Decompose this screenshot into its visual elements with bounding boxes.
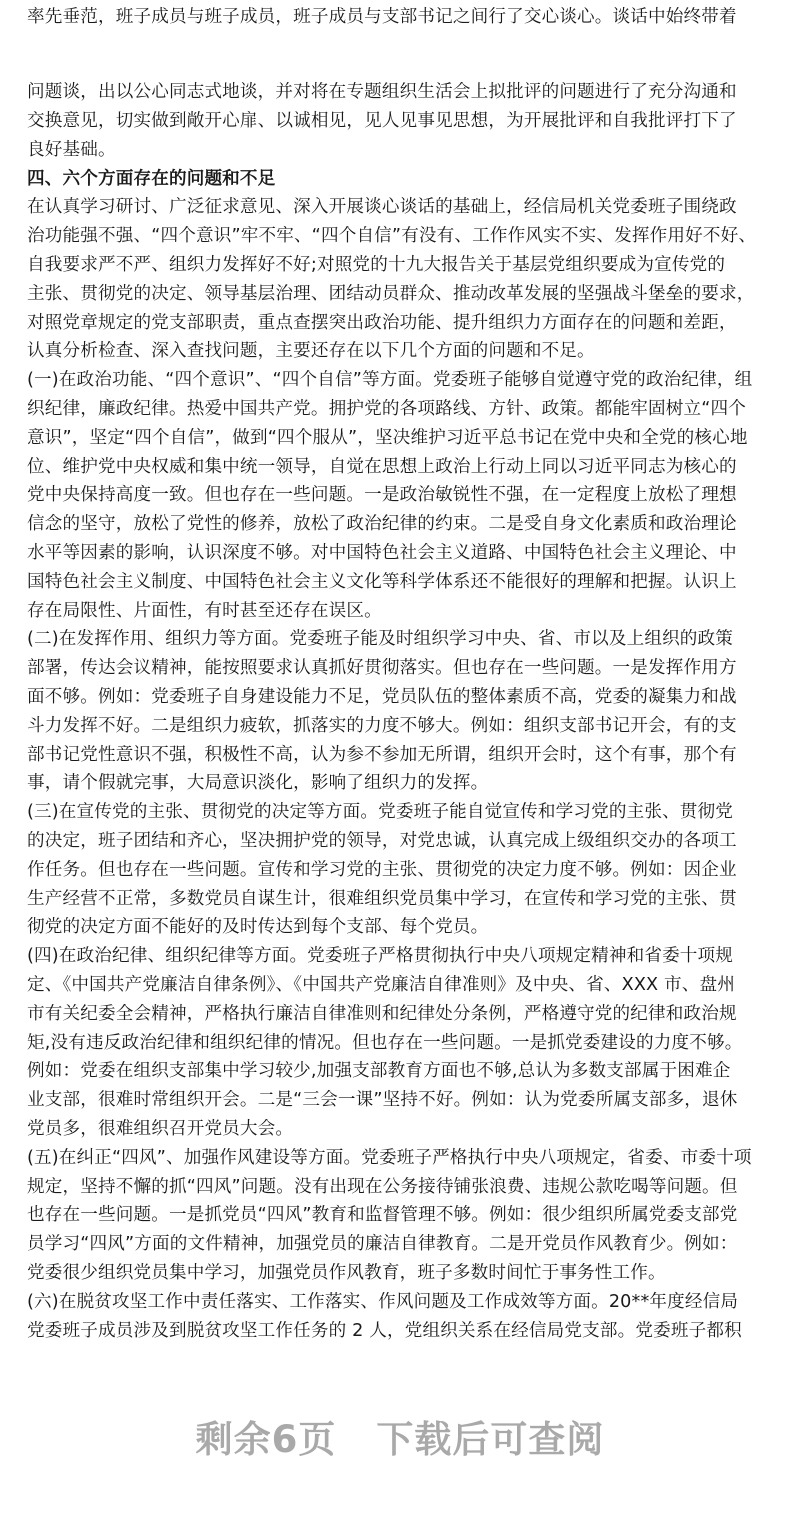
paragraph-line: 彻党的决定方面不能好的及时传达到每个支部、每个党员。 (27, 917, 489, 937)
paragraph-line: 治功能强不强、“四个意识”牢不牢、“四个自信”有没有、工作作风实不实、发挥作用好不好、 (27, 226, 757, 246)
remaining-pages-banner[interactable] (0, 1415, 800, 1465)
paragraph-line: 率先垂范，班子成员与班子成员，班子成员与支部书记之间行了交心谈心。谈话中始终带着 (27, 7, 737, 27)
paragraph-line: 织纪律，廉政纪律。热爱中国共产党。拥护党的各项路线、方针、政策。都能牢固树立“四个 (27, 399, 747, 419)
paragraph-line: 党委很少组织党员集中学习，加强党员作风教育，班子多数时间忙于事务性工作。 (27, 1263, 666, 1283)
paragraph-line: 作任务。但也存在一些问题。宣传和学习党的主张、贯彻党的决定力度不够。例如：因企业 (27, 860, 737, 880)
paragraph-line: 意识”，坚定“四个自信”，做到“四个服从”，坚决维护习近平总书记在党中央和全党的核心地 (27, 428, 748, 448)
paragraph-line: 水平等因素的影响，认识深度不够。对中国特色社会主义道路、中国特色社会主义理论、中 (27, 543, 737, 563)
paragraph-line: 交换意见，切实做到敞开心扉、以诚相见，见人见事见思想，为开展批评和自我批评打下了 (27, 111, 737, 131)
paragraph-line: 定、《中国共产党廉洁自律条例》、《中国共产党廉洁自律准则》及中央、省、XXX 市、盘州 (27, 975, 735, 995)
paragraph-line: (五)在纠正“四风”、加强作风建设等方面。党委班子严格执行中央八项规定，省委、市委十项 (27, 1148, 752, 1168)
paragraph-line: (三)在宣传党的主张、贯彻党的决定等方面。党委班子能自觉宣传和学习党的主张、贯彻党 (27, 802, 734, 822)
paragraph-line: 也存在一些问题。一是抓党员“四风”教育和监督管理不够。例如：很少组织所属党委支部党 (27, 1205, 738, 1225)
paragraph-line: 的决定，班子团结和齐心，坚决拥护党的领导，对党忠诚，认真完成上级组织交办的各项工 (27, 831, 737, 851)
paragraph-line: 业支部，很难时常组织开会。二是“三会一课”坚持不好。例如：认为党委所属支部多，退休 (27, 1090, 738, 1110)
paragraph-line: 部书记党性意识不强，积极性不高，认为参不参加无所谓，组织开会时，这个有事，那个有 (27, 745, 737, 765)
paragraph-line: 认真分析检查、深入查找问题，主要还存在以下几个方面的问题和不足。 (27, 341, 595, 361)
paragraph-line: 自我要求严不严、组织力发挥好不好;对照党的十九大报告关于基层党组织要成为宣传党的 (27, 255, 726, 275)
paragraph-line: (六)在脱贫攻坚工作中责任落实、工作落实、作风问题及工作成效等方面。20**年度经信局 (27, 1292, 739, 1312)
paragraph-line: (二)在发挥作用、组织力等方面。党委班子能及时组织学习中央、省、市以及上组织的政策 (27, 629, 734, 649)
paragraph-line: 生产经营不正常，多数党员自谋生计，很难组织党员集中学习，在宣传和学习党的主张、贯 (27, 889, 737, 909)
paragraph-line: 例如：党委在组织支部集中学习较少,加强支部教育方面也不够,总认为多数支部属于困难企 (27, 1061, 731, 1081)
paragraph-line: 对照党章规定的党支部职责，重点查摆突出政治功能、提升组织力方面存在的问题和差距， (27, 313, 737, 333)
section-heading: 四、六个方面存在的问题和不足 (27, 169, 276, 189)
paragraph-line: 国特色社会主义制度、中国特色社会主义文化等科学体系还不能很好的理解和把握。认识上 (27, 572, 737, 592)
paragraph-line: 良好基础。 (27, 140, 116, 160)
paragraph-line: 矩,没有违反政治纪律和组织纪律的情况。但也存在一些问题。一是抓党委建设的力度不够。 (27, 1033, 743, 1053)
paragraph-line: 主张、贯彻党的决定、领导基层治理、团结动员群众、推动改革发展的坚强战斗堡垒的要求， (27, 284, 755, 304)
paragraph-line: 党中央保持高度一致。但也存在一些问题。一是政治敏锐性不强，在一定程度上放松了理想 (27, 485, 737, 505)
paragraph-line: 面不够。例如：党委班子自身建设能力不足，党员队伍的整体素质不高，党委的凝集力和战 (27, 687, 737, 707)
paragraph-line: (四)在政治纪律、组织纪律等方面。党委班子严格贯彻执行中央八项规定精神和省委十项规 (27, 946, 734, 966)
download-to-view-text: 下载后可查阅 (376, 1418, 605, 1461)
paragraph-line: 事，请个假就完事，大局意识淡化，影响了组织力的发挥。 (27, 773, 489, 793)
paragraph-line: 员学习“四风”方面的文件精神，加强党员的廉洁自律教育。二是开党员作风教育少。例如： (27, 1234, 738, 1254)
paragraph-line: (一)在政治功能、“四个意识”、“四个自信”等方面。党委班子能够自觉遵守党的政治纪律，组 (27, 370, 753, 390)
paragraph-line: 信念的坚守，放松了党性的修养，放松了政治纪律的约束。二是受自身文化素质和政治理论 (27, 514, 737, 534)
remaining-pages-text: 剩余6页 (195, 1418, 337, 1461)
paragraph-line: 市有关纪委全会精神，严格执行廉洁自律准则和纪律处分条例，严格遵守党的纪律和政治规 (27, 1004, 737, 1024)
paragraph-line: 问题谈，出以公心同志式地谈，并对将在专题组织生活会上拟批评的问题进行了充分沟通和 (27, 82, 737, 102)
paragraph-line: 党委班子成员涉及到脱贫攻坚工作任务的 2 人，党组织关系在经信局党支部。党委班子都积 (27, 1321, 742, 1341)
paragraph-line: 规定，坚持不懈的抓“四风”问题。没有出现在公务接待铺张浪费、违规公款吃喝等问题。但 (27, 1177, 738, 1197)
paragraph-line: 在认真学习研讨、广泛征求意见、深入开展谈心谈话的基础上，经信局机关党委班子围绕政 (27, 197, 737, 217)
paragraph-line: 党员多，很难组织召开党员大会。 (27, 1119, 294, 1139)
paragraph-line: 斗力发挥不好。二是组织力疲软，抓落实的力度不够大。例如：组织支部书记开会，有的支 (27, 716, 737, 736)
paragraph-line: 位、维护党中央权威和集中统一领导，自觉在思想上政治上行动上同以习近平同志为核心的 (27, 457, 737, 477)
paragraph-line: 存在局限性、片面性，有时甚至还存在误区。 (27, 601, 382, 621)
paragraph-line: 部署，传达会议精神，能按照要求认真抓好贯彻落实。但也存在一些问题。一是发挥作用方 (27, 658, 737, 678)
